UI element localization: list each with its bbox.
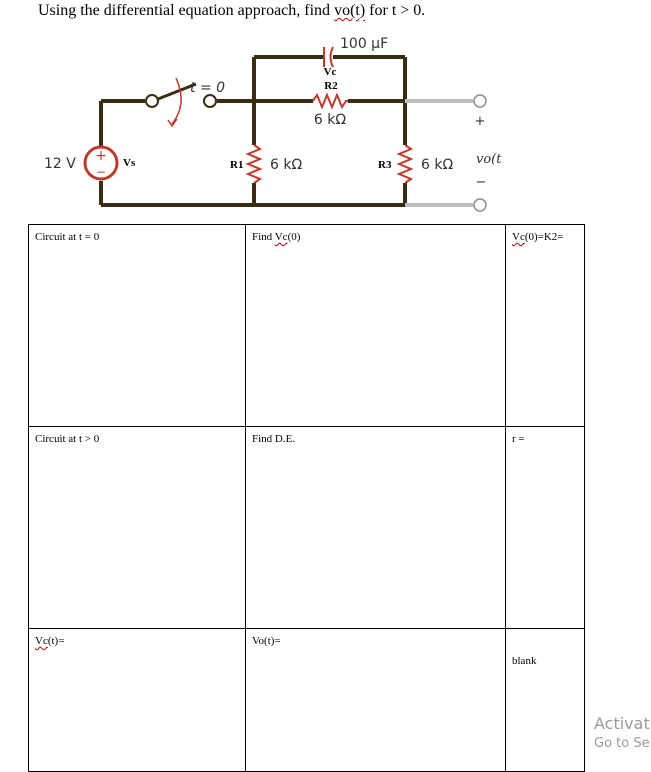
watermark-line-2: Go to Se [594,736,650,751]
cell-circuit-t-positive[interactable] [29,427,246,629]
cell-label-prefix: Find [252,231,275,243]
output-voltage-label: vo(t [476,152,502,167]
cell-vc0-k2[interactable] [506,225,585,427]
source-name: Vs [123,157,136,169]
r2-name: R2 [324,80,338,92]
source-minus-sign: − [95,165,107,179]
worksheet-table [28,224,585,772]
table-row [29,427,585,629]
capacitor-name: Vc [323,66,337,78]
capacitor [324,47,333,67]
cell-find-vc0[interactable] [246,225,506,427]
r3-value: 6 kΩ [421,157,454,173]
question-suffix: for t > 0. [365,2,426,19]
cell-label-suffix: (0) [287,231,301,243]
capacitor-value: 100 μF [340,36,389,52]
cell-label: Vo(t)= [252,635,281,647]
cell-label-suffix: (0)=K2= [524,231,564,243]
cell-label: Circuit at t > 0 [35,433,100,445]
output-terminal-bottom [474,199,486,211]
cell-label-variable: Vc [512,231,525,243]
cell-circuit-t0[interactable] [29,225,246,427]
r1-name: R1 [230,159,244,171]
output-leads [405,101,473,205]
cell-r[interactable] [506,427,585,629]
r2-value: 6 kΩ [313,112,347,128]
cell-label: r = [512,433,525,445]
cell-find-de[interactable] [246,427,506,629]
switch-label: t = 0 [190,80,226,96]
cell-label-variable: Vc [274,231,288,243]
output-terminal-top [474,95,486,107]
question-prefix: Using the differential equation approach, find [38,2,335,19]
output-minus-sign: − [475,175,487,190]
resistor-r2 [313,95,348,107]
activation-watermark [594,714,650,751]
cell-blank[interactable] [506,629,585,772]
circuit-wires [101,57,405,205]
cell-label: Circuit at t = 0 [35,231,100,243]
circuit-diagram [0,0,651,224]
cell-label-suffix: (t)= [47,635,65,647]
table-row [29,225,585,427]
output-plus-sign: + [474,114,486,129]
cell-vot[interactable] [246,629,506,772]
watermark-line-1: Activat [594,714,650,733]
source-plus-sign: + [95,148,107,164]
cell-label: blank [512,655,537,667]
r3-name: R3 [378,159,392,171]
question-variable: vo(t) [334,2,366,19]
source-value: 12 V [44,156,76,172]
cell-label-variable: Vc [35,635,48,647]
r1-value: 6 kΩ [270,157,303,173]
table-row [29,629,585,772]
resistor-r1 [248,145,260,183]
cell-label: Find D.E. [252,433,296,445]
cell-vct[interactable] [29,629,246,772]
resistor-r3 [399,145,411,183]
